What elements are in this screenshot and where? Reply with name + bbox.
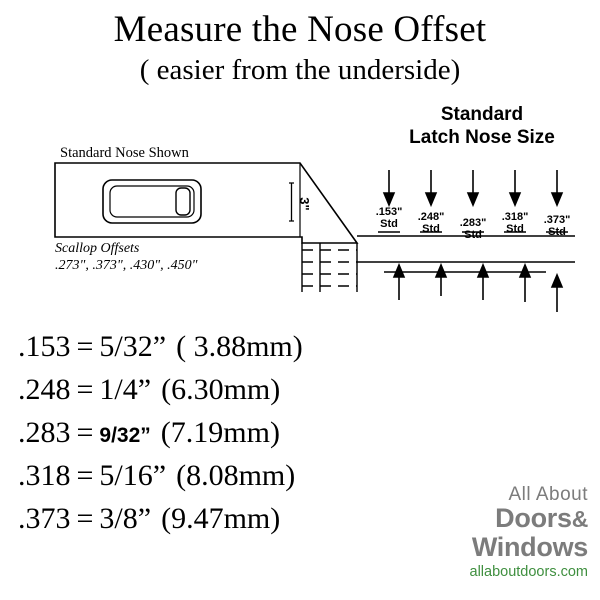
brand-logo <box>378 484 588 580</box>
conversion-eq-1: = <box>76 330 94 363</box>
tick-size-4: .318" <box>501 211 529 223</box>
conversion-eq-3: = <box>76 416 94 449</box>
latch-nose-heading-line2: Latch Nose Size <box>409 127 555 148</box>
tick-std-3: Std <box>464 229 482 241</box>
conversion-fraction-5: 3/8” <box>99 502 152 535</box>
conversion-list <box>18 330 418 545</box>
conversion-eq-5: = <box>76 502 94 535</box>
conversion-fraction-4: 5/16” <box>99 459 167 492</box>
conversion-fraction-3: 9/32” <box>99 424 151 447</box>
conversion-eq-4: = <box>76 459 94 492</box>
conversion-decimal-5: .373 <box>18 502 71 535</box>
tick-label-4 <box>493 211 537 235</box>
tick-label-5 <box>535 214 579 238</box>
conversion-row-1 <box>18 330 418 373</box>
bracket-3in-label: 3" <box>297 197 312 211</box>
tick-size-1: .153" <box>375 206 403 218</box>
latch-nose-heading-line1: Standard <box>440 104 524 125</box>
scallop-offsets-line2: .273", .373", .430", .450" <box>55 258 198 273</box>
conversion-fraction-1: 5/32” <box>99 330 167 363</box>
conversion-row-4 <box>18 459 418 502</box>
conversion-decimal-2: .248 <box>18 373 71 406</box>
tick-std-1: Std <box>380 218 398 230</box>
conversion-mm-1: ( 3.88mm) <box>176 330 303 363</box>
conversion-fraction-2: 1/4” <box>99 373 152 406</box>
conversion-decimal-4: .318 <box>18 459 71 492</box>
logo-line-windows: Windows <box>471 532 588 562</box>
tick-label-3 <box>451 217 495 241</box>
conversion-mm-5: (9.47mm) <box>161 502 281 535</box>
logo-url[interactable]: allaboutdoors.com <box>469 564 588 580</box>
tick-size-2: .248" <box>417 211 445 223</box>
conversion-eq-2: = <box>76 373 94 406</box>
scallop-offsets-label <box>55 240 198 274</box>
page-title: Measure the Nose Offset <box>113 9 487 50</box>
tick-label-1 <box>367 206 411 230</box>
conversion-decimal-1: .153 <box>18 330 71 363</box>
logo-ampersand: & <box>571 506 588 532</box>
tick-label-2 <box>409 211 453 235</box>
tick-std-4: Std <box>506 223 524 235</box>
conversion-row-2 <box>18 373 418 416</box>
latch-nose-heading <box>372 103 592 149</box>
logo-line-doors <box>378 505 588 533</box>
conversion-row-3 <box>18 416 418 459</box>
tick-std-5: Std <box>548 226 566 238</box>
conversion-mm-4: (8.08mm) <box>176 459 296 492</box>
page-subtitle: ( easier from the underside) <box>139 54 461 86</box>
tick-std-2: Std <box>422 223 440 235</box>
conversion-mm-3: (7.19mm) <box>160 416 280 449</box>
logo-line-all-about: All About <box>508 484 588 505</box>
scallop-offsets-line1: Scallop Offsets <box>55 241 140 256</box>
conversion-mm-2: (6.30mm) <box>161 373 281 406</box>
standard-nose-label: Standard Nose Shown <box>60 145 189 161</box>
logo-doors-text: Doors <box>495 503 572 533</box>
conversion-decimal-3: .283 <box>18 416 71 449</box>
conversion-row-5 <box>18 502 418 545</box>
tick-size-3: .283" <box>459 217 487 229</box>
tick-size-5: .373" <box>543 214 571 226</box>
